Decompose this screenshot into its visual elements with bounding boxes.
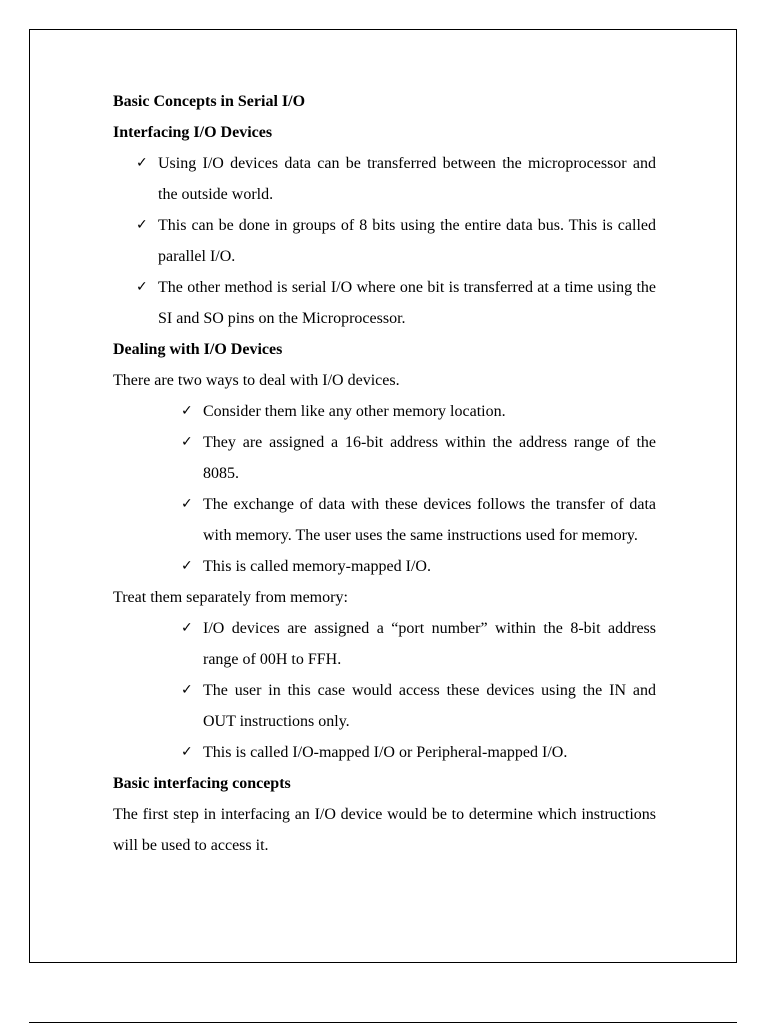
list-item (113, 396, 656, 427)
list-item-text: Consider them like any other memory location. (203, 403, 506, 420)
list-item (113, 272, 656, 334)
list-item-text: I/O devices are assigned a “port number” within the 8-bit address range of 00H to FFH. (203, 620, 656, 668)
list-item-text: This is called memory-mapped I/O. (203, 558, 431, 575)
dealing-intro-2: Treat them separately from memory: (113, 589, 348, 606)
list-item (113, 613, 656, 675)
io-mapped-list (113, 613, 656, 768)
document-title: Basic Concepts in Serial I/O (113, 93, 306, 110)
list-item (113, 427, 656, 489)
list-item-text: This is called I/O-mapped I/O or Peripheral-mapped I/O. (203, 744, 568, 761)
list-item-text: They are assigned a 16-bit address within the address range of the 8085. (203, 434, 656, 482)
checkmark-icon: ✓ (136, 217, 148, 233)
document-body (113, 86, 656, 861)
list-item-text: This can be done in groups of 8 bits using the entire data bus. This is called parallel I/O. (158, 217, 656, 265)
list-item (113, 737, 656, 768)
checkmark-icon: ✓ (181, 682, 193, 698)
section-heading-basic-interfacing: Basic interfacing concepts (113, 775, 291, 792)
checkmark-icon: ✓ (181, 434, 193, 450)
dealing-intro: There are two ways to deal with I/O devices. (113, 372, 400, 389)
bottom-divider (29, 1022, 737, 1023)
memory-mapped-list (113, 396, 656, 582)
interfacing-list (113, 148, 656, 334)
list-item (113, 675, 656, 737)
checkmark-icon: ✓ (136, 155, 148, 171)
checkmark-icon: ✓ (181, 403, 193, 419)
list-item-text: The other method is serial I/O where one bit is transferred at a time using the SI and SO pins on the Microprocessor. (158, 279, 656, 327)
basic-interfacing-paragraph: The first step in interfacing an I/O device would be to determine which instructions will be used to access it. (113, 806, 656, 854)
list-item (113, 148, 656, 210)
list-item-text: The user in this case would access these devices using the IN and OUT instructions only. (203, 682, 656, 730)
checkmark-icon: ✓ (181, 620, 193, 636)
list-item (113, 210, 656, 272)
list-item-text: Using I/O devices data can be transferred between the microprocessor and the outside world. (158, 155, 656, 203)
section-heading-interfacing: Interfacing I/O Devices (113, 124, 273, 141)
checkmark-icon: ✓ (181, 496, 193, 512)
section-heading-dealing: Dealing with I/O Devices (113, 341, 283, 358)
checkmark-icon: ✓ (181, 558, 193, 574)
list-item (113, 551, 656, 582)
checkmark-icon: ✓ (136, 279, 148, 295)
list-item-text: The exchange of data with these devices follows the transfer of data with memory. The user uses the same instructions used for memory. (203, 496, 656, 544)
checkmark-icon: ✓ (181, 744, 193, 760)
list-item (113, 489, 656, 551)
